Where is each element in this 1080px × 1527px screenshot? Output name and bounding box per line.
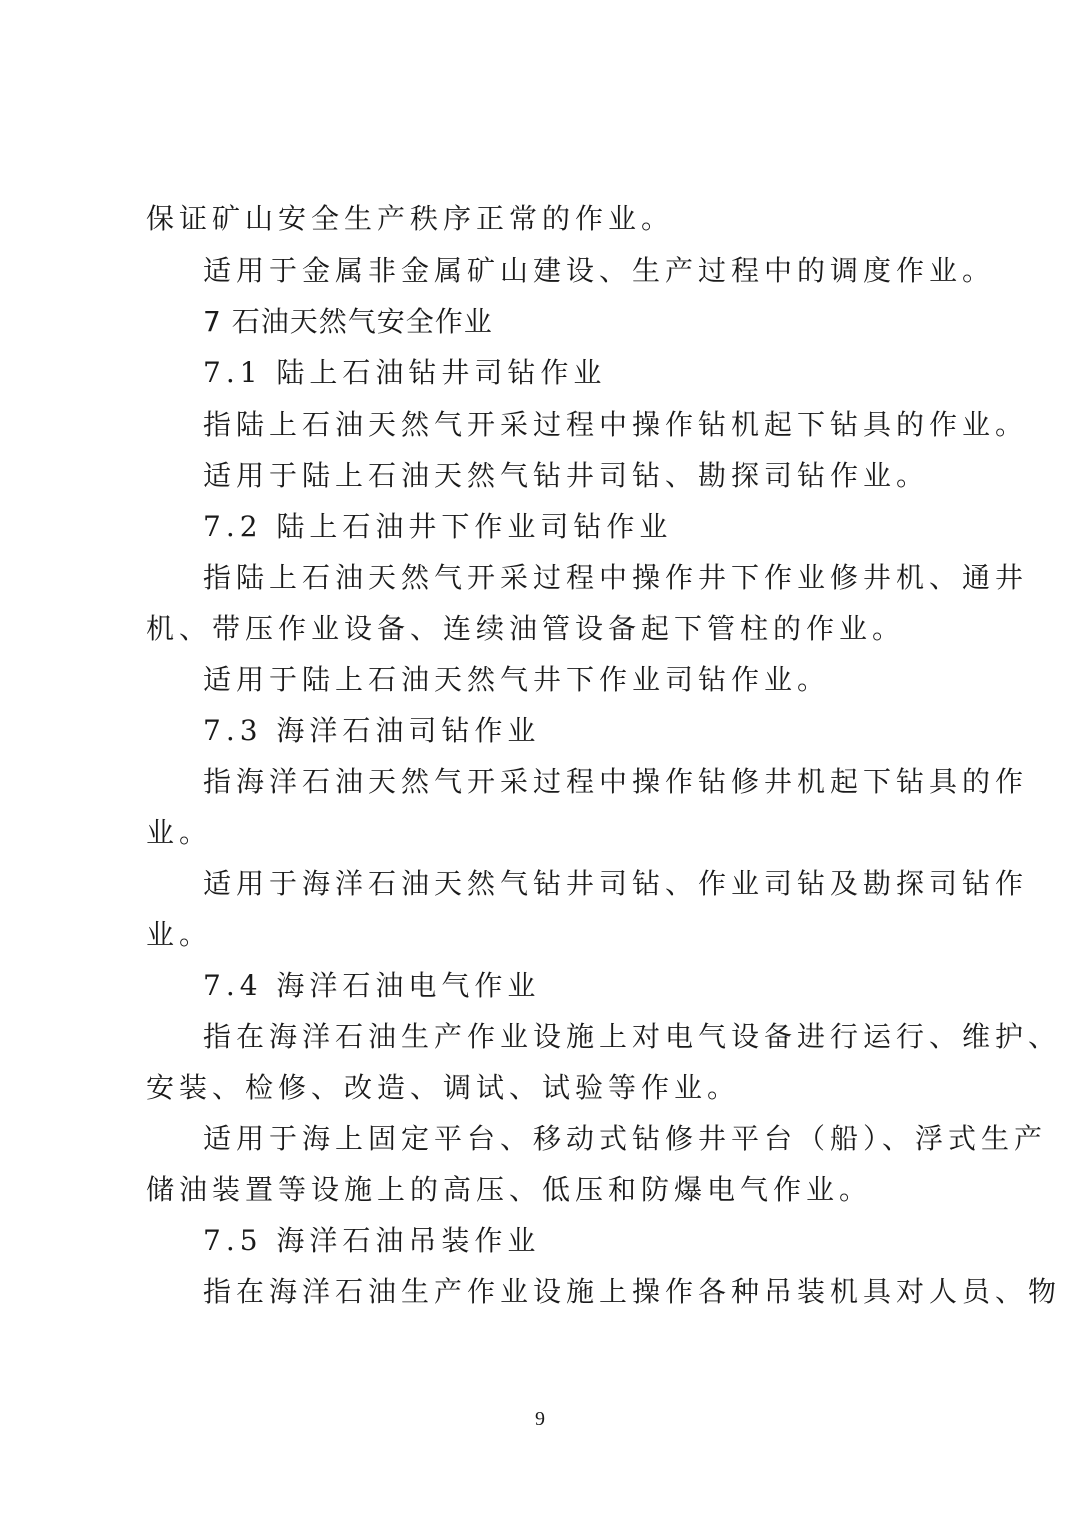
body-line: 机、带压作业设备、连续油管设备起下管柱的作业。	[146, 612, 906, 645]
section-heading: 7 石油天然气安全作业	[203, 305, 493, 338]
body-line: 指在海洋石油生产作业设施上对电气设备进行运行、维护、	[203, 1020, 1062, 1053]
body-line: 业。	[146, 816, 213, 849]
body-line: 保证矿山安全生产秩序正常的作业。	[146, 202, 675, 235]
body-line: 指陆上石油天然气开采过程中操作钻机起下钻具的作业。	[203, 408, 1029, 441]
body-line: 指在海洋石油生产作业设施上操作各种吊装机具对人员、物	[203, 1275, 1062, 1308]
body-line: 适用于海上固定平台、移动式钻修井平台（船）、浮式生产	[203, 1122, 1048, 1155]
body-line: 适用于陆上石油天然气钻井司钻、勘探司钻作业。	[203, 459, 930, 492]
subsection-heading: 7.3 海洋石油司钻作业	[203, 714, 541, 747]
subsection-heading: 7.2 陆上石油井下作业司钻作业	[203, 510, 673, 543]
subsection-heading: 7.5 海洋石油吊装作业	[203, 1224, 541, 1257]
subsection-heading: 7.1 陆上石油钻井司钻作业	[203, 356, 607, 389]
body-line: 指海洋石油天然气开采过程中操作钻修井机起下钻具的作	[203, 765, 1029, 798]
subsection-heading: 7.4 海洋石油电气作业	[203, 969, 541, 1002]
body-line: 适用于陆上石油天然气井下作业司钻作业。	[203, 663, 831, 696]
page-number: 9	[535, 1408, 545, 1430]
body-line: 业。	[146, 918, 213, 951]
body-line: 储油装置等设施上的高压、低压和防爆电气作业。	[146, 1173, 873, 1206]
body-line: 适用于海洋石油天然气钻井司钻、作业司钻及勘探司钻作	[203, 867, 1029, 900]
body-line: 指陆上石油天然气开采过程中操作井下作业修井机、通井	[203, 561, 1029, 594]
body-line: 适用于金属非金属矿山建设、生产过程中的调度作业。	[203, 254, 996, 287]
body-line: 安装、检修、改造、调试、试验等作业。	[146, 1071, 741, 1104]
